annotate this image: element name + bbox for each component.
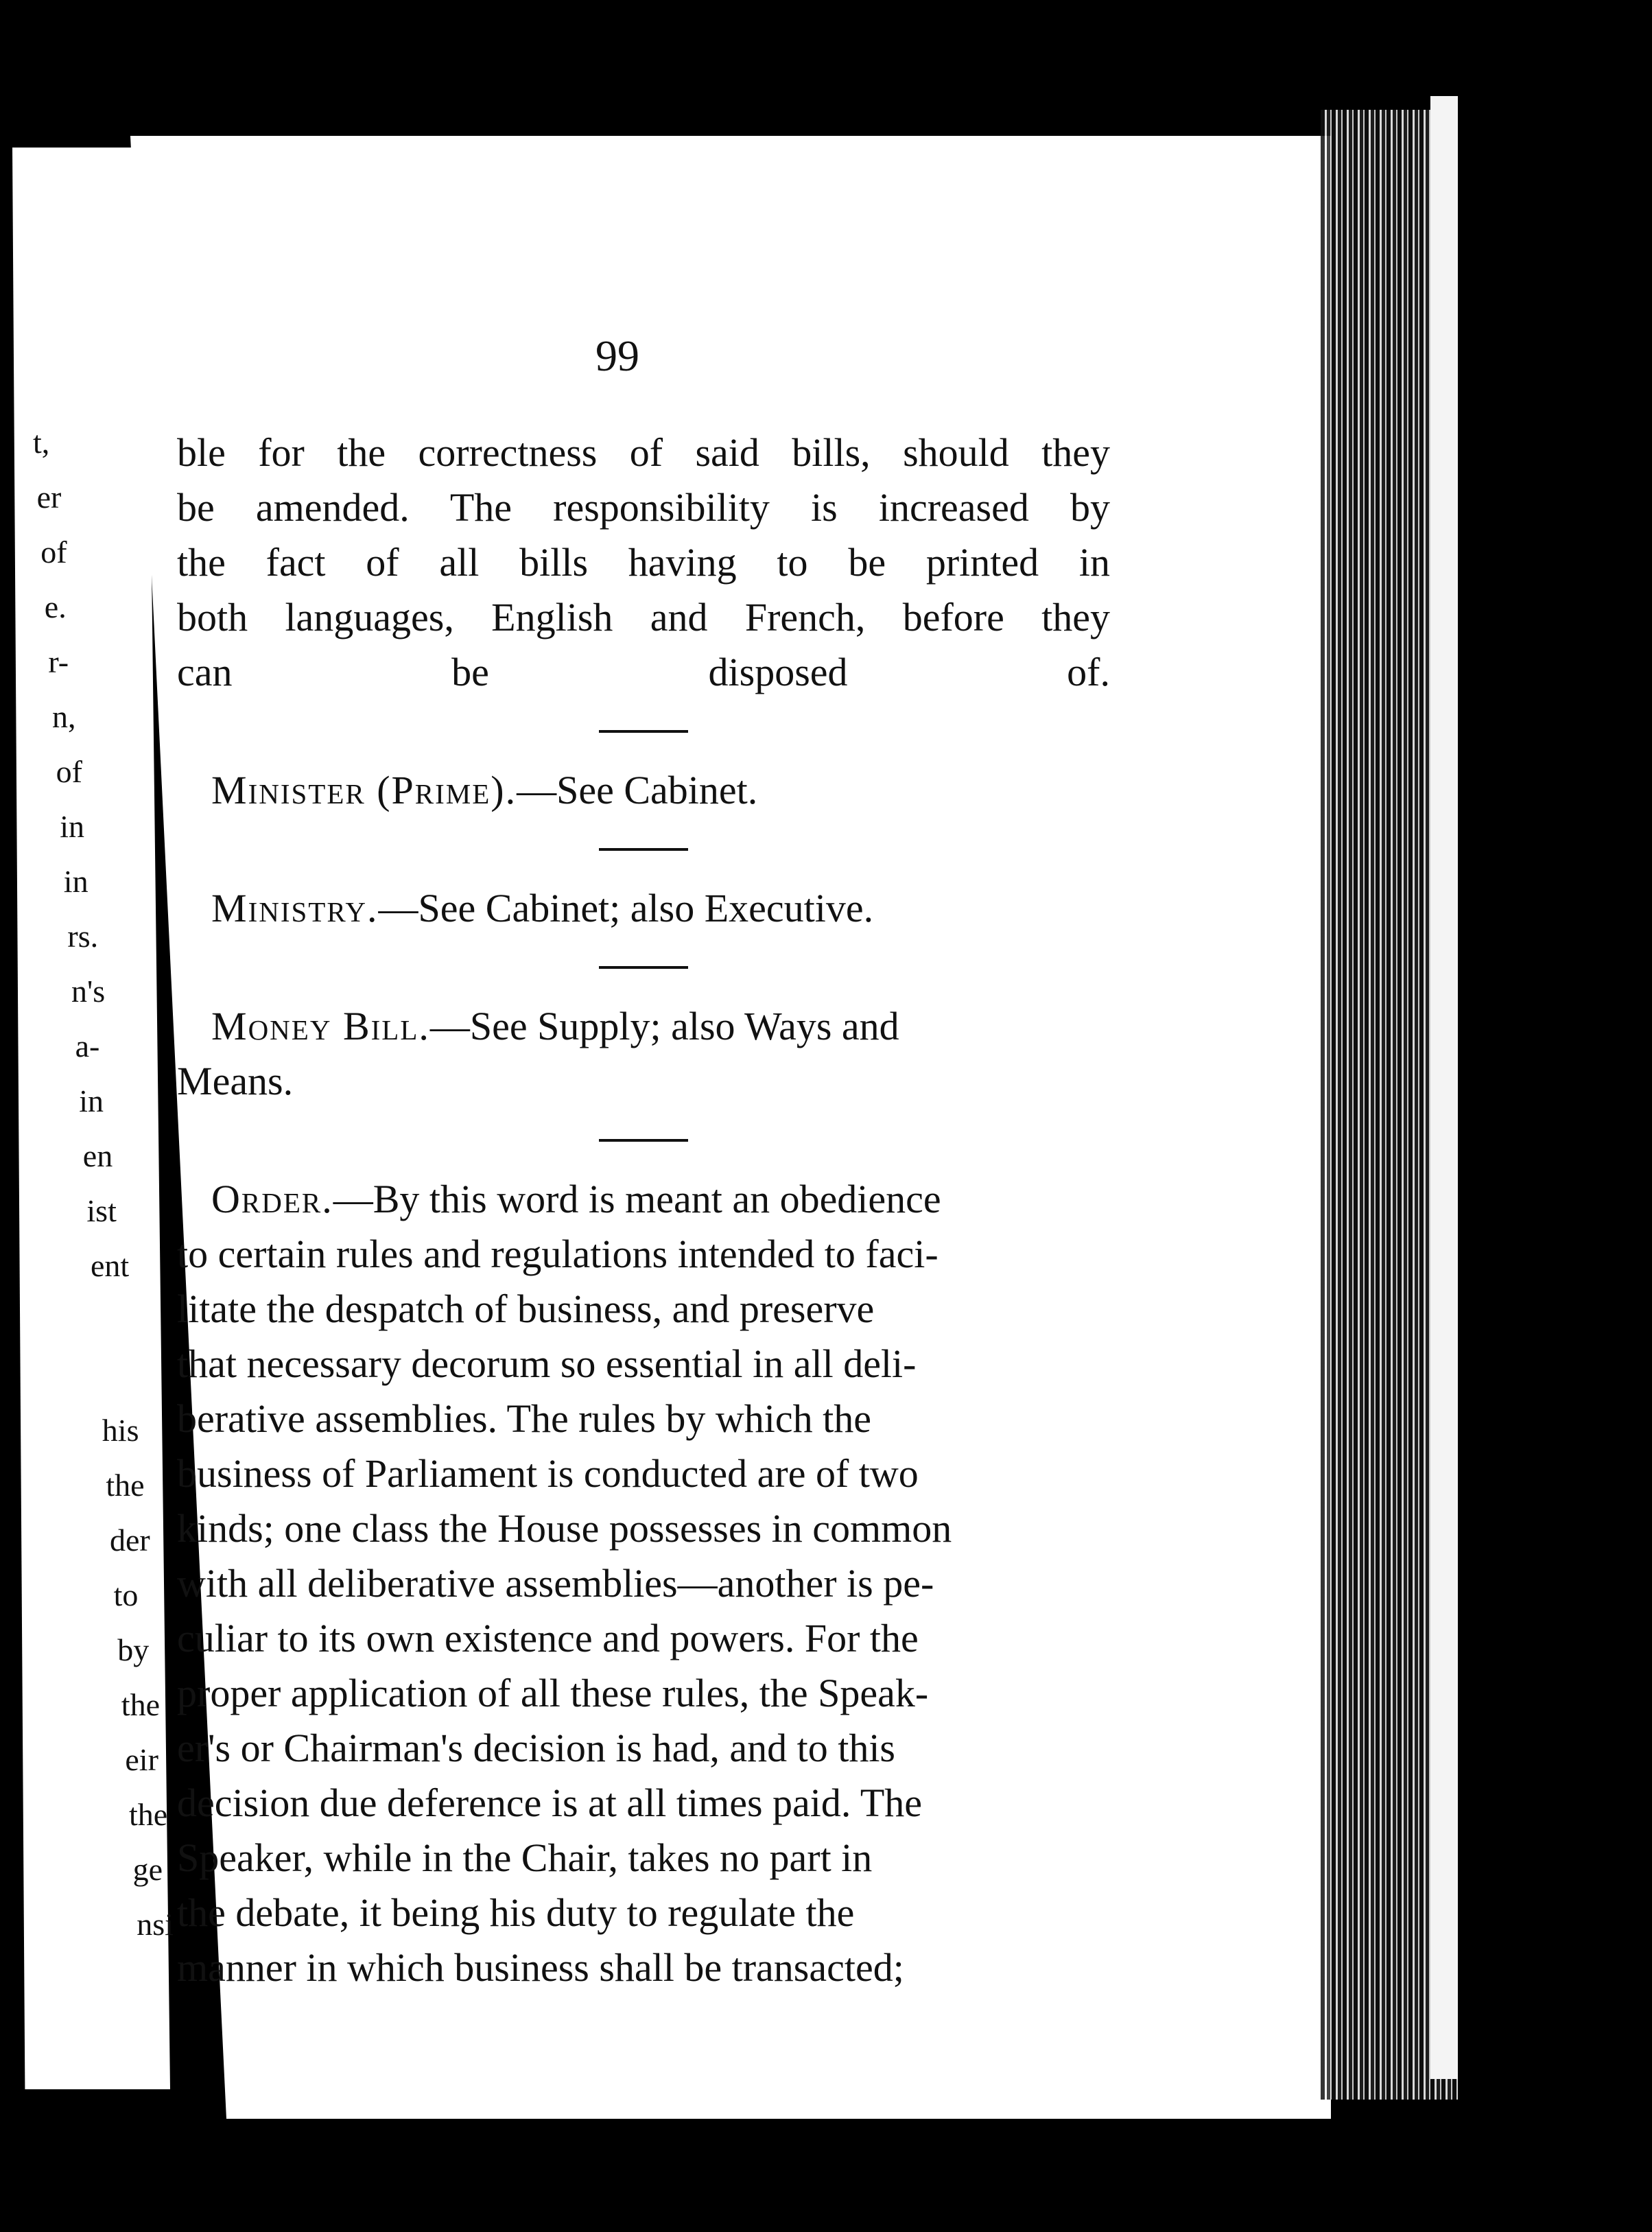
left-page-fragment: r-: [48, 645, 69, 679]
opening-paragraph: [177, 425, 1110, 700]
text-line: business of Parliament is conducted are of two: [177, 1451, 919, 1496]
left-page-fragment: of: [56, 755, 82, 789]
text-line: proper application of all these rules, the Speak-: [177, 1671, 929, 1715]
left-page-fragment: the: [121, 1688, 160, 1722]
text-line: can be disposed of.: [177, 650, 1110, 694]
left-page-fragment: by: [117, 1633, 150, 1667]
left-page-fragment: in: [60, 810, 84, 844]
text-line: that necessary decorum so essential in all deli-: [177, 1341, 917, 1386]
text-line: with all deliberative assemblies—another is pe-: [177, 1561, 934, 1606]
left-page-fragment: nsi: [137, 1907, 174, 1942]
left-page-fragment: ent: [91, 1249, 130, 1283]
left-page-fragment: e.: [44, 590, 67, 624]
entry-term: Money Bill.: [211, 1004, 430, 1048]
text-line: the debate, it being his duty to regulate the: [177, 1890, 855, 1935]
entry-text: —By this word is meant an obedience: [333, 1177, 941, 1221]
left-page-fragment: the: [129, 1798, 168, 1832]
left-page-fragment: n's: [71, 974, 106, 1009]
text-line: [177, 1172, 1110, 1227]
page-edge-light: [1430, 96, 1458, 2079]
text-line: decision due deference is at all times paid. The: [177, 1781, 923, 1825]
left-page-fragment: n,: [52, 700, 76, 734]
entry-ministry: [211, 881, 1110, 936]
left-page-fragment: to: [113, 1578, 139, 1612]
left-page-fragment: eir: [125, 1743, 158, 1777]
separator-rule: [599, 966, 688, 969]
left-page-fragment: in: [79, 1084, 104, 1118]
text-line: berative assemblies. The rules by which the: [177, 1396, 872, 1441]
text-line: culiar to its own existence and powers. For the: [177, 1616, 919, 1660]
left-page-fragment: rs.: [67, 919, 99, 954]
text-line: manner in which business shall be transacted;: [177, 1945, 904, 1990]
entry-term: Minister (Prime).: [211, 768, 517, 812]
left-page-fragment: der: [110, 1523, 150, 1558]
text-line: to certain rules and regulations intended to faci-: [177, 1232, 939, 1276]
left-page-fragment: the: [106, 1468, 145, 1503]
text-line: Speaker, while in the Chair, takes no part in: [177, 1835, 873, 1880]
text-line: the fact of all bills having to be printed in: [177, 540, 1110, 585]
left-page-fragment: t,: [33, 425, 50, 460]
text-line: litate the despatch of business, and preserve: [177, 1287, 875, 1331]
separator-rule: [599, 848, 688, 851]
page-number: 99: [595, 331, 639, 380]
left-page-fragment: ge: [132, 1853, 163, 1887]
page-text: [177, 425, 1110, 1995]
text-line: be amended. The responsibility is increased by: [177, 485, 1110, 530]
text-line: er's or Chairman's decision is had, and to this: [177, 1726, 896, 1770]
entry-text: —See Cabinet.: [517, 768, 758, 812]
left-page-fragment: ist: [86, 1194, 117, 1228]
left-page-fragment: er: [36, 480, 62, 515]
left-page-fragment: a-: [75, 1029, 100, 1064]
left-page-fragment: in: [63, 865, 88, 899]
entry-money-bill: [211, 999, 1110, 1054]
text-line: kinds; one class the House possesses in common: [177, 1506, 952, 1551]
entry-continuation: Means.: [177, 1059, 294, 1103]
text-line: both languages, English and French, before they: [177, 595, 1110, 639]
left-page-fragment: en: [82, 1139, 113, 1173]
left-page-fragment: his: [102, 1413, 139, 1448]
entry-text: —See Cabinet; also Executive.: [378, 886, 874, 930]
left-page-fragment: of: [40, 535, 67, 569]
entry-text: —See Supply; also Ways and: [429, 1004, 899, 1048]
entry-minister-prime: [211, 763, 1110, 818]
separator-rule: [599, 1139, 688, 1142]
entry-term: Ministry.: [211, 886, 379, 930]
entry-term: Order.: [211, 1177, 333, 1221]
entry-order: [177, 1172, 1110, 1995]
text-line: ble for the correctness of said bills, should they: [177, 430, 1110, 475]
separator-rule: [599, 730, 688, 733]
